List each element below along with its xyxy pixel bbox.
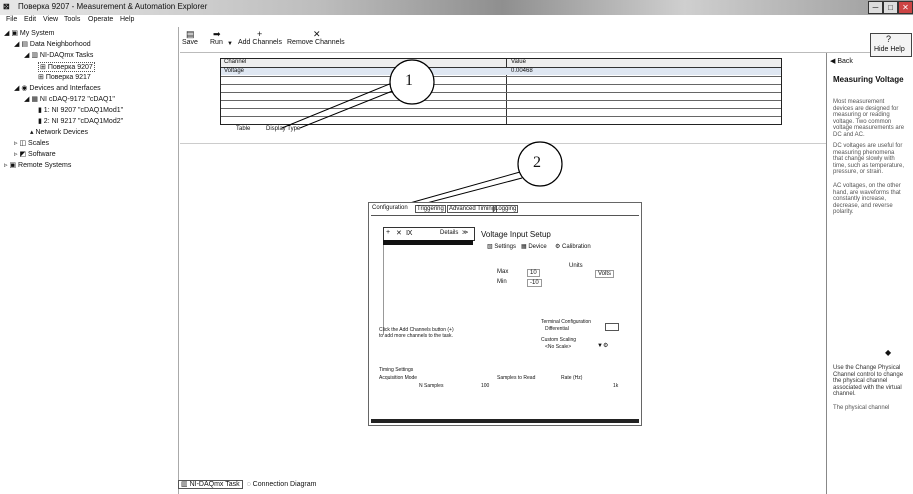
tree-item-module-1[interactable]: ▮ 1: NI 9207 "cDAQ1Mod1" <box>38 107 124 114</box>
terminal-config-value: Differential <box>545 326 569 332</box>
tree-item-chassis[interactable]: ◢ ▦ NI cDAQ-9172 "cDAQ1" <box>24 96 115 103</box>
tree-label: 1: NI 9207 "cDAQ1Mod1" <box>43 107 124 114</box>
tree-item-module-2[interactable]: ▮ 2: NI 9217 "cDAQ1Mod2" <box>38 118 124 125</box>
min-label: Min <box>497 279 507 285</box>
tree-item-devices[interactable]: ◢ ◉ Devices and Interfaces <box>14 85 101 92</box>
voltage-setup-heading: Voltage Input Setup <box>481 230 551 239</box>
tab-connection-diagram[interactable]: ◌ Connection Diagram <box>246 481 317 488</box>
tree-item-network-devices[interactable]: ▴ Network Devices <box>30 129 88 136</box>
custom-scaling-label: Custom Scaling <box>541 337 577 343</box>
tree-label: Поверка 9217 <box>45 74 91 81</box>
tree-label: 2: NI 9217 "cDAQ1Mod2" <box>43 118 124 125</box>
tree-item-my-system[interactable]: ◢ ▣ My System <box>4 30 55 37</box>
back-label: Back <box>837 58 853 65</box>
terminal-config-dropdown[interactable] <box>605 323 619 331</box>
calibration-subtab[interactable]: ⚙ Calibration <box>555 244 591 250</box>
menu-tools[interactable]: Tools <box>64 16 81 23</box>
help-paragraph: AC voltages, on the other hand, are waveforms that constantly increase, decrease, and reverse polarity. <box>833 183 901 215</box>
help-panel <box>826 53 912 494</box>
tree-label: Devices and Interfaces <box>29 85 101 92</box>
close-button[interactable]: ✕ <box>898 1 913 14</box>
bottom-tabs <box>178 480 318 488</box>
rate-input[interactable]: 1k <box>613 383 619 389</box>
save-icon: ▤ <box>186 29 195 39</box>
timing-settings-label: Timing Settings <box>379 367 414 373</box>
tree-item-task-9207[interactable]: ⊞ Поверка 9207 <box>40 64 93 71</box>
tree-label: My System <box>19 30 55 37</box>
channel-list-toolbar <box>383 227 475 241</box>
menu-help[interactable]: Help <box>120 16 135 23</box>
tab-logging[interactable]: Logging <box>495 206 517 212</box>
add-channels-label: Add Channels <box>238 39 282 46</box>
channel-list <box>383 245 474 335</box>
callout-2-label: 2 <box>533 154 541 171</box>
tab-triggering[interactable]: Triggering <box>417 206 444 212</box>
rate-label: Rate (Hz) <box>561 375 583 381</box>
callout-1-label: 1 <box>405 72 413 89</box>
tree-label: NI cDAQ-9172 "cDAQ1" <box>39 96 115 103</box>
help-paragraph: Use the Change Physical Channel control to change the physical channel associated with the virtual channel. <box>833 365 904 397</box>
tree-label: Поверка 9207 <box>47 64 93 71</box>
settings-subtab[interactable]: ▧ Settings <box>487 244 517 250</box>
tree-label: Software <box>28 151 56 158</box>
max-label: Max <box>497 269 509 275</box>
tab-divider <box>371 215 639 216</box>
run-label: Run <box>210 39 223 46</box>
rename-icon[interactable]: Ⅸ <box>406 230 413 237</box>
callout-1-leader <box>282 83 392 128</box>
tree-label: Data Neighborhood <box>29 41 91 48</box>
tree-item-remote-systems[interactable]: ▹ ▣ Remote Systems <box>4 162 72 169</box>
column-header-channel[interactable]: Channel <box>224 59 247 65</box>
run-dropdown-icon[interactable]: ▼ <box>227 41 233 47</box>
acquisition-mode-select[interactable]: N Samples <box>419 383 444 389</box>
help-paragraph: Most measurement devices are designed for measuring or reading voltage. Two common voltage measurements are DC and AC. <box>833 99 905 138</box>
tree-label: Network Devices <box>35 129 88 136</box>
tree-item-data-neighborhood[interactable]: ◢ ▤ Data Neighborhood <box>14 41 91 48</box>
terminal-config-label: Terminal Configuration <box>541 319 592 325</box>
back-button[interactable]: ◀ Back <box>830 58 853 65</box>
menu-operate[interactable]: Operate <box>88 16 114 23</box>
menu-file[interactable]: File <box>6 16 18 23</box>
tab-configuration[interactable]: Configuration <box>372 205 408 211</box>
maximize-button[interactable]: □ <box>883 1 898 14</box>
menu-view[interactable]: View <box>43 16 59 23</box>
tab-label: NI-DAQmx Task <box>189 481 240 488</box>
menu-edit[interactable]: Edit <box>24 16 37 23</box>
add-icon: + <box>257 29 263 39</box>
tree-item-daqmx-tasks[interactable]: ◢ ▥ NI-DAQmx Tasks <box>24 52 94 59</box>
tab-advanced-timing[interactable]: Advanced Timing <box>449 206 496 212</box>
max-input[interactable]: 10 <box>527 269 540 277</box>
tree-item-software[interactable]: ▹ ◩ Software <box>14 151 56 158</box>
samples-to-read-label: Samples to Read <box>497 375 536 381</box>
remove-icon: ✕ <box>313 29 321 39</box>
custom-scaling-dropdown-icon[interactable]: ▼⚙ <box>597 343 609 349</box>
tree-item-task-9217[interactable]: ⊞ Поверка 9217 <box>38 74 91 81</box>
device-label: Device <box>528 244 547 250</box>
callout-1-leader <box>300 90 395 128</box>
add-channel-hint: Click the Add Channels button (+) to add more channels to the task. <box>379 327 454 339</box>
app-icon: ⊠ <box>3 2 10 11</box>
tree-label: Remote Systems <box>18 162 72 169</box>
save-label: Save <box>182 39 198 46</box>
cell-value: 0.00468 <box>511 68 533 74</box>
configuration-panel-screenshot <box>368 202 642 426</box>
help-title: Measuring Voltage <box>833 75 904 84</box>
samples-input[interactable]: 100 <box>481 383 490 389</box>
help-paragraph: The physical channel <box>833 405 890 411</box>
hide-help-label: Hide Help <box>874 46 905 53</box>
cell-channel: Voltage <box>224 68 245 74</box>
help-icon: ? <box>886 34 892 44</box>
remove-channels-label: Remove Channels <box>287 39 345 46</box>
add-channel-icon[interactable]: + <box>386 229 391 236</box>
min-input[interactable]: -10 <box>527 279 542 287</box>
calibration-label: Calibration <box>562 244 591 250</box>
tab-daqmx-task[interactable]: ▥ NI-DAQmx Task <box>178 480 243 489</box>
panel-bottom-bar <box>371 419 639 423</box>
device-subtab[interactable]: ▦ Device <box>521 244 547 250</box>
remove-channel-icon[interactable]: ✕ <box>396 230 402 237</box>
column-header-value[interactable]: Value <box>511 59 526 65</box>
window-title: Поверка 9207 - Measurement & Automation Explorer <box>18 2 208 11</box>
settings-label: Settings <box>494 244 517 250</box>
details-arrow-icon[interactable]: ≫ <box>462 230 469 236</box>
acquisition-mode-label: Acquisition Mode <box>379 375 418 381</box>
tree-label: NI-DAQmx Tasks <box>39 52 94 59</box>
tree-item-scales[interactable]: ▹ ◫ Scales <box>14 140 50 147</box>
custom-scaling-value: <No Scale> <box>545 344 572 350</box>
tree-label: Scales <box>28 140 50 147</box>
minimize-button[interactable]: ─ <box>868 1 883 14</box>
tab-label: Connection Diagram <box>252 481 317 488</box>
display-type-label: Display Type <box>266 126 301 132</box>
display-tab-table[interactable]: Table <box>236 126 251 132</box>
help-paragraph: DC voltages are useful for measuring phenomena that change slowly with time, such as temperature, pressure, or strain. <box>833 143 905 175</box>
help-scroll-icon[interactable]: ◆ <box>885 348 892 357</box>
run-icon: ➡ <box>213 29 221 39</box>
details-label: Details <box>440 230 459 236</box>
units-select[interactable]: Volts <box>595 270 614 278</box>
units-label: Units <box>569 263 583 269</box>
